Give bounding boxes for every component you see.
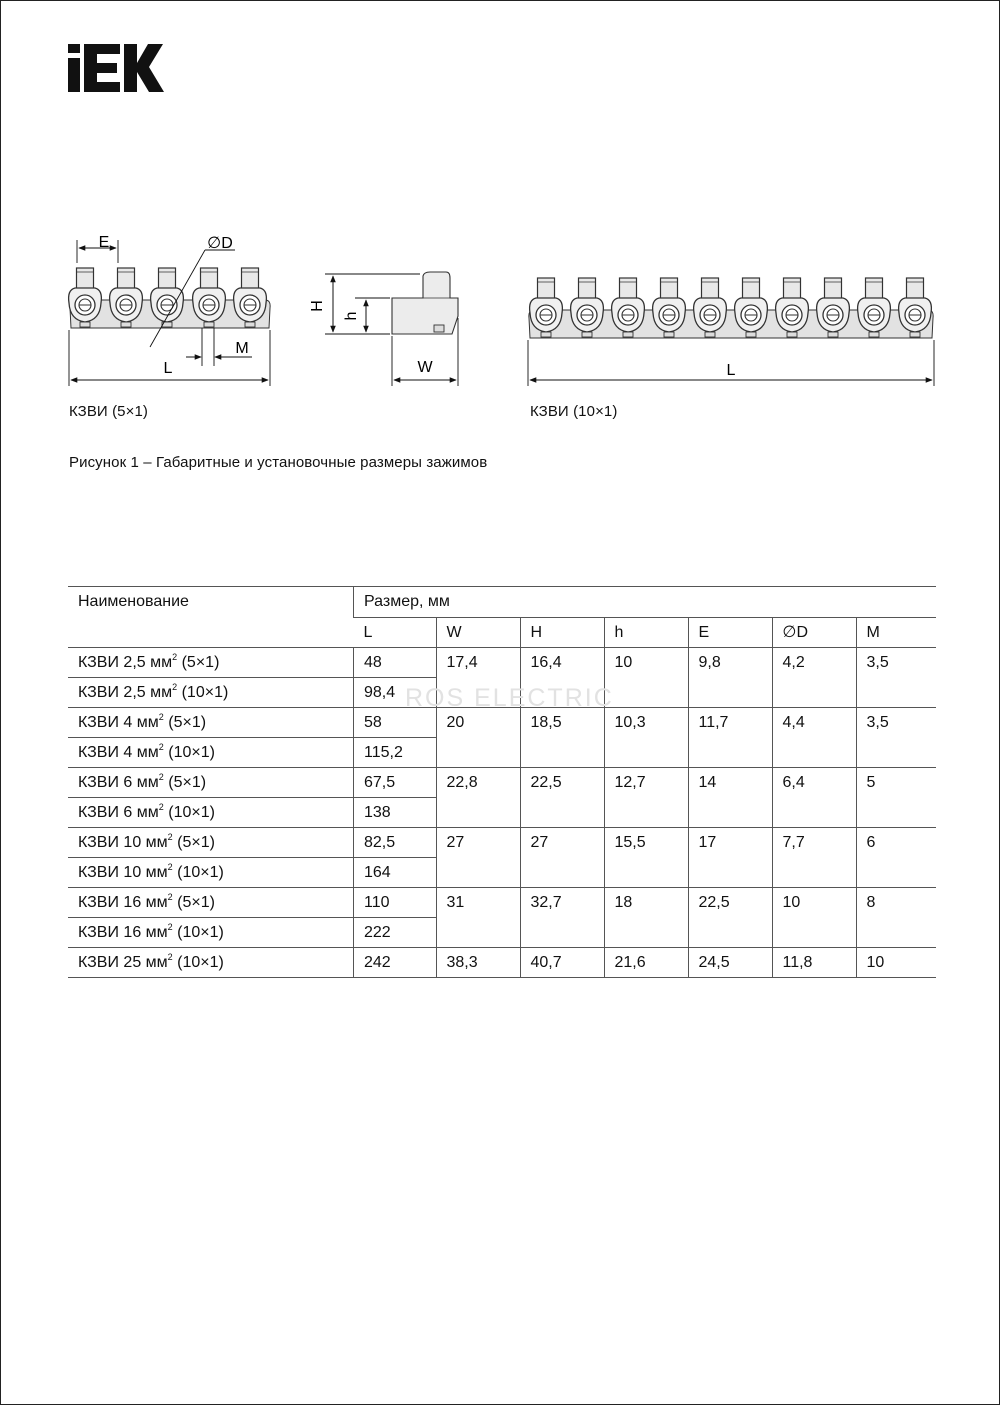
label-l-right: L: [726, 362, 736, 379]
cell-empty: [772, 918, 856, 948]
cell-l: 110: [354, 888, 437, 918]
row-name: КЗВИ 4 $мм^2$ (10×1): [68, 738, 354, 768]
cell-empty: [520, 798, 604, 828]
header-name: Наименование: [68, 587, 354, 648]
table-row: [68, 678, 936, 708]
cell-l: 58: [354, 708, 437, 738]
cell-empty: [604, 918, 688, 948]
table-row: [68, 798, 936, 828]
cell-empty: [772, 738, 856, 768]
cell-l: 67,5: [354, 768, 437, 798]
cell-empty: [688, 738, 772, 768]
cell-empty: [688, 678, 772, 708]
table-row: [68, 858, 936, 888]
cell-l: 138: [354, 798, 437, 828]
cell-l: 242: [354, 948, 437, 978]
cell-H: 40,7: [520, 948, 604, 978]
table-row: [68, 918, 936, 948]
cell-e: 17: [688, 828, 772, 858]
cell-w: 20: [436, 708, 520, 738]
label-h-lower: h: [343, 311, 360, 321]
watermark: ROS ELECTRIC: [405, 684, 614, 712]
clamp-5x1-drawing: [69, 234, 271, 386]
cell-m: 5: [856, 768, 936, 798]
label-e: E: [98, 234, 110, 251]
cell-e: 9,8: [688, 648, 772, 678]
cell-w: 38,3: [436, 948, 520, 978]
cell-empty: [520, 678, 604, 708]
label-m: M: [235, 340, 249, 357]
cell-m: 3,5: [856, 648, 936, 678]
table-row: [68, 948, 936, 978]
cell-empty: [688, 918, 772, 948]
cell-empty: [520, 738, 604, 768]
col-header-w: W: [436, 618, 520, 648]
cell-empty: [604, 678, 688, 708]
cell-empty: [772, 798, 856, 828]
table-row: [68, 828, 936, 858]
cell-h: 10,3: [604, 708, 688, 738]
side-view-drawing: [309, 272, 458, 386]
cell-H: 27: [520, 828, 604, 858]
cell-H: 32,7: [520, 888, 604, 918]
cell-empty: [856, 798, 936, 828]
cell-h: 15,5: [604, 828, 688, 858]
cell-empty: [856, 738, 936, 768]
cell-empty: [772, 858, 856, 888]
row-name: КЗВИ 2,5 $мм^2$ (5×1): [68, 648, 354, 678]
cell-l: 48: [354, 648, 437, 678]
label-h-upper: H: [309, 300, 326, 312]
cell-H: 16,4: [520, 648, 604, 678]
cell-d: 10: [772, 888, 856, 918]
cell-h: 21,6: [604, 948, 688, 978]
cell-empty: [436, 858, 520, 888]
cell-l: 82,5: [354, 828, 437, 858]
col-header-m: M: [856, 618, 936, 648]
cell-d: 4,2: [772, 648, 856, 678]
cell-w: 17,4: [436, 648, 520, 678]
cell-empty: [436, 678, 520, 708]
figure-title: Рисунок 1 – Габаритные и установочные размеры зажимов: [69, 454, 488, 471]
cell-empty: [520, 858, 604, 888]
cell-h: 12,7: [604, 768, 688, 798]
row-name: КЗВИ 16 $мм^2$ (10×1): [68, 918, 354, 948]
dimension-drawing: [0, 220, 1000, 400]
cell-d: 7,7: [772, 828, 856, 858]
cell-d: 11,8: [772, 948, 856, 978]
table-row: [68, 648, 936, 678]
col-header-h: h: [604, 618, 688, 648]
cell-empty: [604, 858, 688, 888]
cell-empty: [436, 738, 520, 768]
cell-empty: [772, 678, 856, 708]
row-name: КЗВИ 6 $мм^2$ (5×1): [68, 768, 354, 798]
cell-w: 22,8: [436, 768, 520, 798]
header-size: Размер, мм: [354, 587, 937, 618]
cell-h: 18: [604, 888, 688, 918]
cell-empty: [436, 798, 520, 828]
cell-l: 98,4: [354, 678, 437, 708]
col-header-e: E: [688, 618, 772, 648]
table-row: [68, 738, 936, 768]
table-row: [68, 768, 936, 798]
cell-empty: [856, 918, 936, 948]
cell-d: 6,4: [772, 768, 856, 798]
table-row: [68, 888, 936, 918]
col-header-H: H: [520, 618, 604, 648]
clamp-10x1-drawing: [528, 278, 934, 386]
col-header-l: L: [354, 618, 437, 648]
row-name: КЗВИ 6 $мм^2$ (10×1): [68, 798, 354, 828]
cell-e: 22,5: [688, 888, 772, 918]
cell-e: 24,5: [688, 948, 772, 978]
cell-m: 3,5: [856, 708, 936, 738]
table-row: [68, 708, 936, 738]
cell-empty: [856, 678, 936, 708]
dimensions-table: [68, 586, 936, 978]
label-l-left: L: [163, 360, 173, 377]
cell-empty: [436, 918, 520, 948]
cell-l: 164: [354, 858, 437, 888]
caption-10x1: КЗВИ (10×1): [530, 403, 618, 420]
row-name: КЗВИ 10 $мм^2$ (5×1): [68, 828, 354, 858]
iek-logo: [68, 44, 164, 92]
cell-empty: [688, 798, 772, 828]
cell-empty: [604, 798, 688, 828]
label-w: W: [417, 359, 433, 376]
cell-e: 11,7: [688, 708, 772, 738]
row-name: КЗВИ 16 $мм^2$ (5×1): [68, 888, 354, 918]
cell-l: 222: [354, 918, 437, 948]
cell-h: 10: [604, 648, 688, 678]
cell-H: 22,5: [520, 768, 604, 798]
cell-empty: [856, 858, 936, 888]
cell-e: 14: [688, 768, 772, 798]
cell-m: 10: [856, 948, 936, 978]
label-d: ∅D: [207, 235, 233, 252]
col-header-d: ∅D: [772, 618, 856, 648]
cell-m: 6: [856, 828, 936, 858]
cell-m: 8: [856, 888, 936, 918]
cell-empty: [520, 918, 604, 948]
cell-d: 4,4: [772, 708, 856, 738]
row-name: КЗВИ 25 $мм^2$ (10×1): [68, 948, 354, 978]
row-name: КЗВИ 4 $мм^2$ (5×1): [68, 708, 354, 738]
cell-w: 27: [436, 828, 520, 858]
row-name: КЗВИ 2,5 $мм^2$ (10×1): [68, 678, 354, 708]
cell-H: 18,5: [520, 708, 604, 738]
cell-w: 31: [436, 888, 520, 918]
cell-l: 115,2: [354, 738, 437, 768]
row-name: КЗВИ 10 $мм^2$ (10×1): [68, 858, 354, 888]
caption-5x1: КЗВИ (5×1): [69, 403, 149, 420]
cell-empty: [688, 858, 772, 888]
cell-empty: [604, 738, 688, 768]
